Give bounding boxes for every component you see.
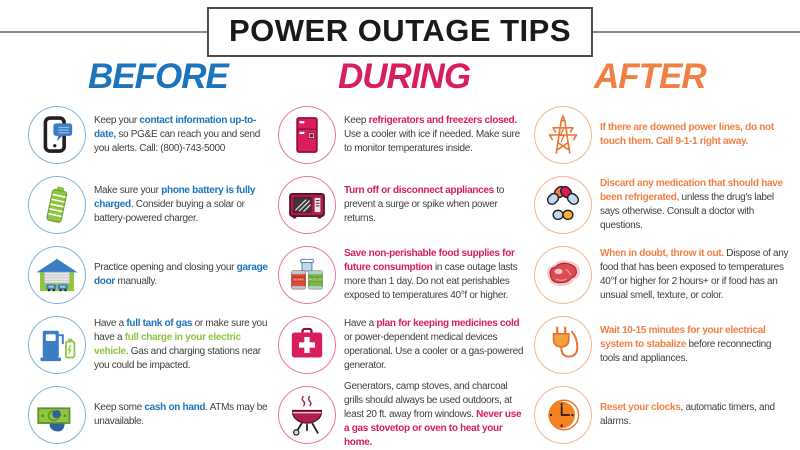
cash-hand-icon bbox=[28, 386, 86, 444]
column-before-heading: BEFORE bbox=[88, 57, 228, 96]
tip-downed-power-lines bbox=[534, 100, 792, 170]
page-title-text: POWER OUTAGE TIPS bbox=[228, 13, 572, 48]
tip-throw-it-out bbox=[534, 240, 792, 310]
steak-food-icon bbox=[534, 246, 592, 304]
tip-cash-on-hand bbox=[28, 380, 270, 450]
tip-text: If there are downed power lines, do not touch them. Call 9-1-1 right away. bbox=[600, 122, 774, 147]
tip-text: Keep your contact information up-to-date, so PG&E can reach you and send you alerts. Call: (800)-743-5000 bbox=[94, 115, 260, 154]
column-after-heading: AFTER bbox=[594, 57, 706, 96]
microwave-icon bbox=[278, 176, 336, 234]
tip-text: Keep some cash on hand. ATMs may be unavailable. bbox=[94, 402, 268, 427]
electrical-plug-icon bbox=[534, 316, 592, 374]
tip-nonperishable-food bbox=[278, 240, 526, 310]
first-aid-kit-icon bbox=[278, 316, 336, 374]
smartphone-chat-icon bbox=[28, 106, 86, 164]
tip-text: Turn off or disconnect appliances to prevent a surge or spike when power returns. bbox=[344, 185, 505, 224]
column-before bbox=[28, 58, 270, 450]
svg-text:BEANS: BEANS bbox=[293, 277, 304, 282]
tip-contact-info bbox=[28, 100, 270, 170]
tip-medicines-cold bbox=[278, 310, 526, 380]
tip-text: Generators, camp stoves, and charcoal grills should always be used outdoors, at least 20 ft. away from windows. Never use a gas stovetop or oven to heat your home. bbox=[344, 381, 522, 448]
tip-text: Have a plan for keeping medicines cold or power-dependent medical devices operational. Use a cooler or a gas-powered generator. bbox=[344, 318, 524, 371]
medication-pills-icon bbox=[534, 176, 592, 234]
tip-text: Make sure your phone battery is fully charged. Consider buying a solar or battery-powered charger. bbox=[94, 185, 256, 224]
page-title bbox=[207, 7, 593, 57]
tip-wait-before-reconnect bbox=[534, 310, 792, 380]
tip-text: Practice opening and closing your garage door manually. bbox=[94, 262, 268, 287]
column-during-heading: DURING bbox=[338, 57, 471, 96]
gas-pump-ev-icon bbox=[28, 316, 86, 374]
garage-icon bbox=[28, 246, 86, 304]
clock-icon bbox=[534, 386, 592, 444]
tip-text: Reset your clocks, automatic timers, and alarms. bbox=[600, 402, 775, 427]
tip-text: Wait 10-15 minutes for your electrical system to stabalize before reconnecting tools and appliances. bbox=[600, 325, 772, 364]
tip-text: When in doubt, throw it out. Dispose of any food that has been exposed to temperatures 40°f or higher for 2 hours+ or if food has an unsual smell, texture, or color. bbox=[600, 248, 789, 301]
tip-reset-clocks bbox=[534, 380, 792, 450]
battery-icon bbox=[28, 176, 86, 234]
column-during bbox=[278, 58, 526, 450]
tip-disconnect-appliances bbox=[278, 170, 526, 240]
tip-discard-medication bbox=[534, 170, 792, 240]
charcoal-grill-icon bbox=[278, 386, 336, 444]
tip-phone-battery bbox=[28, 170, 270, 240]
tip-text: Save non-perishable food supplies for future consumption in case outage lasts more than 1 day. Do not eat perishables exposed to temperatures 40°f or higher. bbox=[344, 248, 518, 301]
tip-text: Have a full tank of gas or make sure you have a full charge in your electric vehicle. Gas and charging stations near you could be impacted. bbox=[94, 318, 268, 371]
column-after bbox=[534, 58, 792, 450]
power-lines-tower-icon bbox=[534, 106, 592, 164]
tip-garage-door bbox=[28, 240, 270, 310]
tip-grills-outdoors bbox=[278, 380, 526, 450]
refrigerator-icon bbox=[278, 106, 336, 164]
tip-text: Discard any medication that should have been refrigerated, unless the drug's label says otherwise. Consult a doctor with questions. bbox=[600, 178, 783, 231]
canned-food-icon bbox=[278, 246, 336, 304]
tip-refrigerators-closed bbox=[278, 100, 526, 170]
tip-text: Keep refrigerators and freezers closed. Use a cooler with ice if needed. Make sure to monitor temperatures inside. bbox=[344, 115, 520, 154]
tip-fuel-charge bbox=[28, 310, 270, 380]
svg-text:PICKLES: PICKLES bbox=[308, 277, 323, 282]
